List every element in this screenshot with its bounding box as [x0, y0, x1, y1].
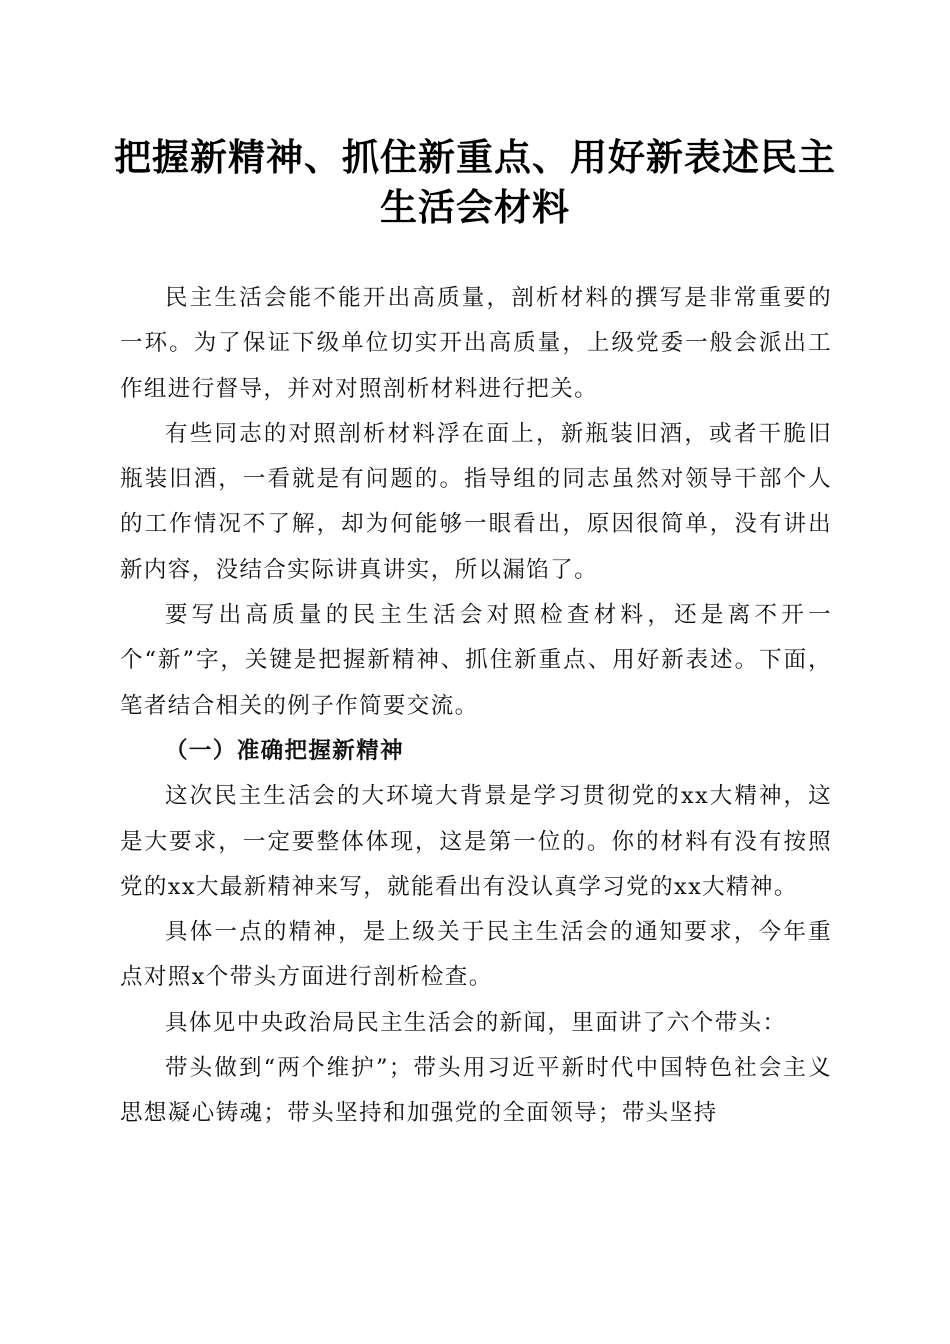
paragraph-key-new: 要写出高质量的民主生活会对照检查材料，还是离不开一个“新”字，关键是把握新精神、抓住新重点、用好新表述。下面，笔者结合相关的例子作简要交流。 — [120, 602, 832, 719]
paragraph-news: 具体见中央政治局民主生活会的新闻，里面讲了六个带头： — [165, 1009, 787, 1036]
document-body — [120, 276, 832, 1137]
paragraph-background: 这次民主生活会的大环境大背景是学习贯彻党的xx大精神，这是大要求，一定要整体体现，这是第一位的。你的材料有没有按照党的xx大最新精神来写，就能看出有没认真学习党的xx大精神。 — [120, 783, 832, 900]
paragraph-problem: 有些同志的对照剖析材料浮在面上，新瓶装旧酒，或者干脆旧瓶装旧酒，一看就是有问题的。指导组的同志虽然对领导干部个人的工作情况不了解，却为何能够一眼看出，原因很简单，没有讲出新内容，没结合实际讲真讲实，所以漏馅了。 — [120, 420, 832, 583]
paragraph-intro: 民主生活会能不能开出高质量，剖析材料的撰写是非常重要的一环。为了保证下级单位切实开出高质量，上级党委一般会派出工作组进行督导，并对对照剖析材料进行把关。 — [120, 285, 832, 402]
section-heading-1: （一）准确把握新精神 — [165, 737, 405, 764]
paragraph-six-leads: 带头做到“两个维护”；带头用习近平新时代中国特色社会主义思想凝心铸魂；带头坚持和加强党的全面领导；带头坚持 — [120, 1055, 832, 1127]
document-title: 把握新精神、抓住新重点、用好新表述民主生活会材料 — [114, 135, 836, 229]
paragraph-spirit: 具体一点的精神，是上级关于民主生活会的通知要求，今年重点对照x个带头方面进行剖析检查。 — [120, 919, 832, 991]
